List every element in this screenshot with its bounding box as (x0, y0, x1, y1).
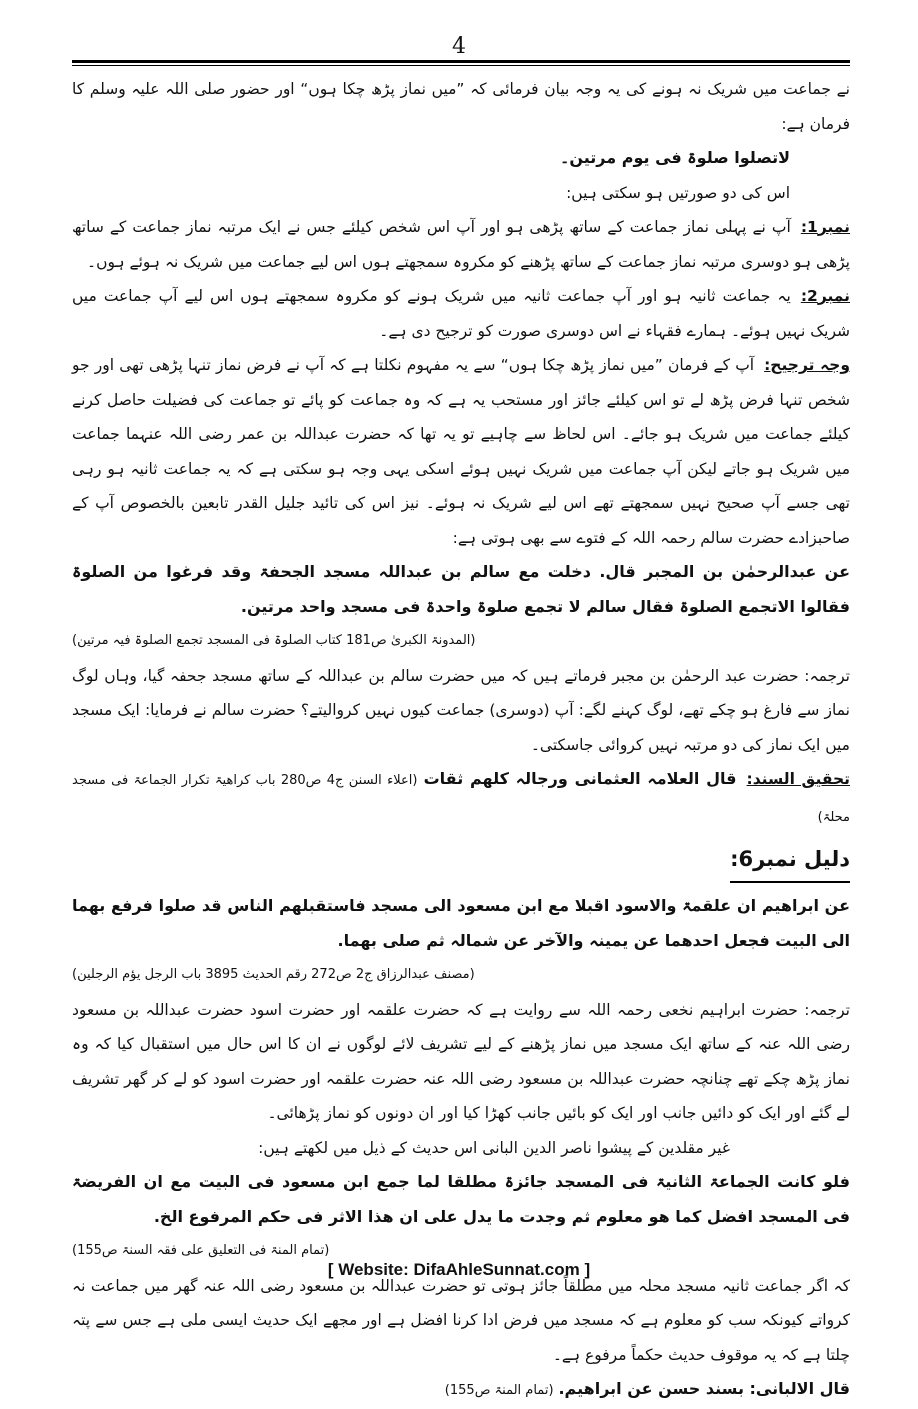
label-reason: وجہ ترجیح: (764, 356, 850, 374)
closing-line (72, 1372, 850, 1409)
verification-line (72, 762, 850, 835)
heading-wrap (72, 839, 850, 883)
label-number-1: نمبر1: (800, 218, 850, 236)
paragraph-text: آپ کے فرمان ”میں نماز پڑھ چکا ہوں“ سے یہ مفہوم نکلتا ہے کہ آپ نے فرض نماز تنہا پڑھی تھی اور جو شخص تنہا فرض پڑھ لے تو اس کیلئے جائز اور مستحب یہ ہے کہ وہ جماعت کو پائے تو جماعت کی فضیلت حاصل کرنے کیلئے جماعت میں شریک ہو جائے۔ اس لحاظ سے چاہیے تو یہ تھا کہ حضرت عبداللہ بن عمر رضی اللہ عنہما جماعت میں شریک ہو جاتے لیکن آپ جماعت میں شریک نہیں ہوئے اسکی یہی وجہ ہو سکتی ہے کہ یہ جماعت ثانیہ ہو رہی تھی جسے آپ صحیح نہیں سمجھتے تھے اس لیے شریک نہ ہوئے۔ نیز اس کی تائید جلیل القدر تابعین بالخصوص آپ کے صاحبزادے حضرت سالم رحمہ اللہ کے فتوے سے بھی ہوتی ہے: (72, 356, 850, 547)
paragraph: غیر مقلدین کے پیشوا ناصر الدین البانی اس حدیث کے ذیل میں لکھتے ہیں: (258, 1138, 730, 1157)
reference: (مصنف عبدالرزاق ج2 ص272 رقم الحدیث 3895 باب الرجل یؤم الرجلین) (72, 967, 475, 982)
paragraph-case-2 (72, 279, 850, 348)
translation: ترجمہ: حضرت عبد الرحمٰن بن مجبر فرماتے ہیں کہ میں حضرت سالم بن عبداللہ کے ساتھ مسجد جحفہ گیا، وہاں لوگ نماز سے فارغ ہو چکے تھے، لوگ کہنے لگے: آپ (دوسری) جماعت کیوں نہیں کروالیتے؟ حضرت سالم نے فرمایا: ایک مسجد میں ایک نماز کی دو مرتبہ نہیں کروائی جاسکتی۔ (72, 666, 850, 754)
hadith-quote: لاتصلوا صلوۃ فی یوم مرتین۔ (559, 148, 790, 167)
arabic-narration: عن عبدالرحمٰن بن المجبر قال. دخلت مع سالم بن عبداللہ مسجد الجحفۃ وقد فرغوا من الصلوۃ فقالوا الاتجمع الصلوۃ فقال سالم لا تجمع صلوۃ واحدۃ فی مسجد واحد مرتین. (72, 562, 850, 616)
reference: (اعلاء السنن ج4 ص280 باب کراھیۃ تکرار الجماعۃ فی مسجد محلۃ) (72, 773, 850, 825)
section-heading: دلیل نمبر6: (730, 839, 850, 883)
website-footer: [ Website: DifaAhleSunnat.com ] (327, 1260, 591, 1279)
paragraph: کہ اگر جماعت ثانیہ مسجد محلہ میں مطلقاً جائز ہوتی تو حضرت عبداللہ بن مسعود رضی اللہ عنہ گھر میں جماعت نہ کرواتے کیونکہ سب کو معلوم ہے کہ مسجد میں فرض ادا کرنا افضل ہے اور مجھے ایک حدیث ایسی ملی ہے جس سے پتہ چلتا ہے کہ یہ موقوف حدیث حکماً مرفوع ہے۔ (72, 1276, 850, 1364)
reference: (المدونۃ الکبریٰ ص181 کتاب الصلوۃ فی المسجد تجمع الصلوۃ فیہ مرتین) (72, 633, 476, 648)
label-number-2: نمبر2: (800, 287, 850, 305)
paragraph: اس کی دو صورتیں ہو سکتی ہیں: (566, 183, 790, 202)
page-number: 4 (452, 34, 466, 59)
label-verification: تحقیق السند: (746, 770, 850, 788)
translation: ترجمہ: حضرت ابراہیم نخعی رحمہ اللہ سے روایت ہے کہ حضرت علقمہ اور حضرت اسود حضرت عبداللہ بن مسعود رضی اللہ عنہ کے ساتھ ایک مسجد میں نماز پڑھنے کے لیے تشریف لائے لوگوں نے ان کا اس حال میں استقبال کیا کہ وہ نماز پڑھ چکے تھے چنانچہ حضرت عبداللہ بن مسعود رضی اللہ عنہ حضرت علقمہ اور حضرت اسود کو لے کر گھر تشریف لے گئے اور ایک کو دائیں جانب اور ایک کو بائیں جانب کھڑا کیا اور ان دونوں کو نماز پڑھائی۔ (72, 1000, 850, 1122)
reference: (تمام المنۃ فی التعلیق علی فقہ السنۃ ص155) (72, 1243, 330, 1258)
paragraph-case-1 (72, 210, 850, 279)
paragraph-text: آپ نے پہلی نماز جماعت کے ساتھ پڑھی ہو اور آپ اس شخص کیلئے جس نے ایک مرتبہ نماز جماعت کے ساتھ پڑھی ہو دوسری مرتبہ نماز جماعت کے ساتھ پڑھنے کو مکروہ سمجھتے ہوں اس لیے جماعت میں شریک نہ ہوئے ہوں۔ (72, 218, 850, 271)
header-rule-thin (72, 65, 850, 66)
verification-text: قال العلامہ العثمانی ورجالہ کلھم ثقات (423, 769, 737, 788)
arabic-narration: عن ابراھیم ان علقمۃ والاسود اقبلا مع ابن مسعود الی مسجد فاستقبلھم الناس قد صلوا فرفع بھما الی البیت فجعل احدھما عن یمینہ والآخر عن شمالہ ثم صلی بھما. (72, 896, 850, 950)
reference: (تمام المنۃ ص155) (444, 1383, 554, 1398)
arabic-quote: فلو کانت الجماعۃ الثانیۃ فی المسجد جائزۃ مطلقا لما جمع ابن مسعود فی البیت مع ان الفریضۃ فی المسجد افضل کما ھو معلوم ثم وجدت ما یدل علی ان ھذا الاثر فی حکم المرفوع الخ. (72, 1172, 850, 1226)
paragraph-text: یہ جماعت ثانیہ ہو اور آپ جماعت ثانیہ میں شریک ہونے کو مکروہ سمجھتے ہوں اس لیے آپ جماعت میں شریک نہیں ہوئے۔ ہمارے فقہاء نے اس دوسری صورت کو ترجیح دی ہے۔ (72, 287, 850, 340)
paragraph: نے جماعت میں شریک نہ ہونے کی یہ وجہ بیان فرمائی کہ ”میں نماز پڑھ چکا ہوں“ اور حضور صلی اللہ علیہ وسلم کا فرمان ہے: (72, 80, 850, 133)
header-rule (72, 60, 850, 63)
paragraph-reason (72, 348, 850, 555)
closing-text: قال الالبانی: بسند حسن عن ابراھیم. (558, 1379, 850, 1398)
